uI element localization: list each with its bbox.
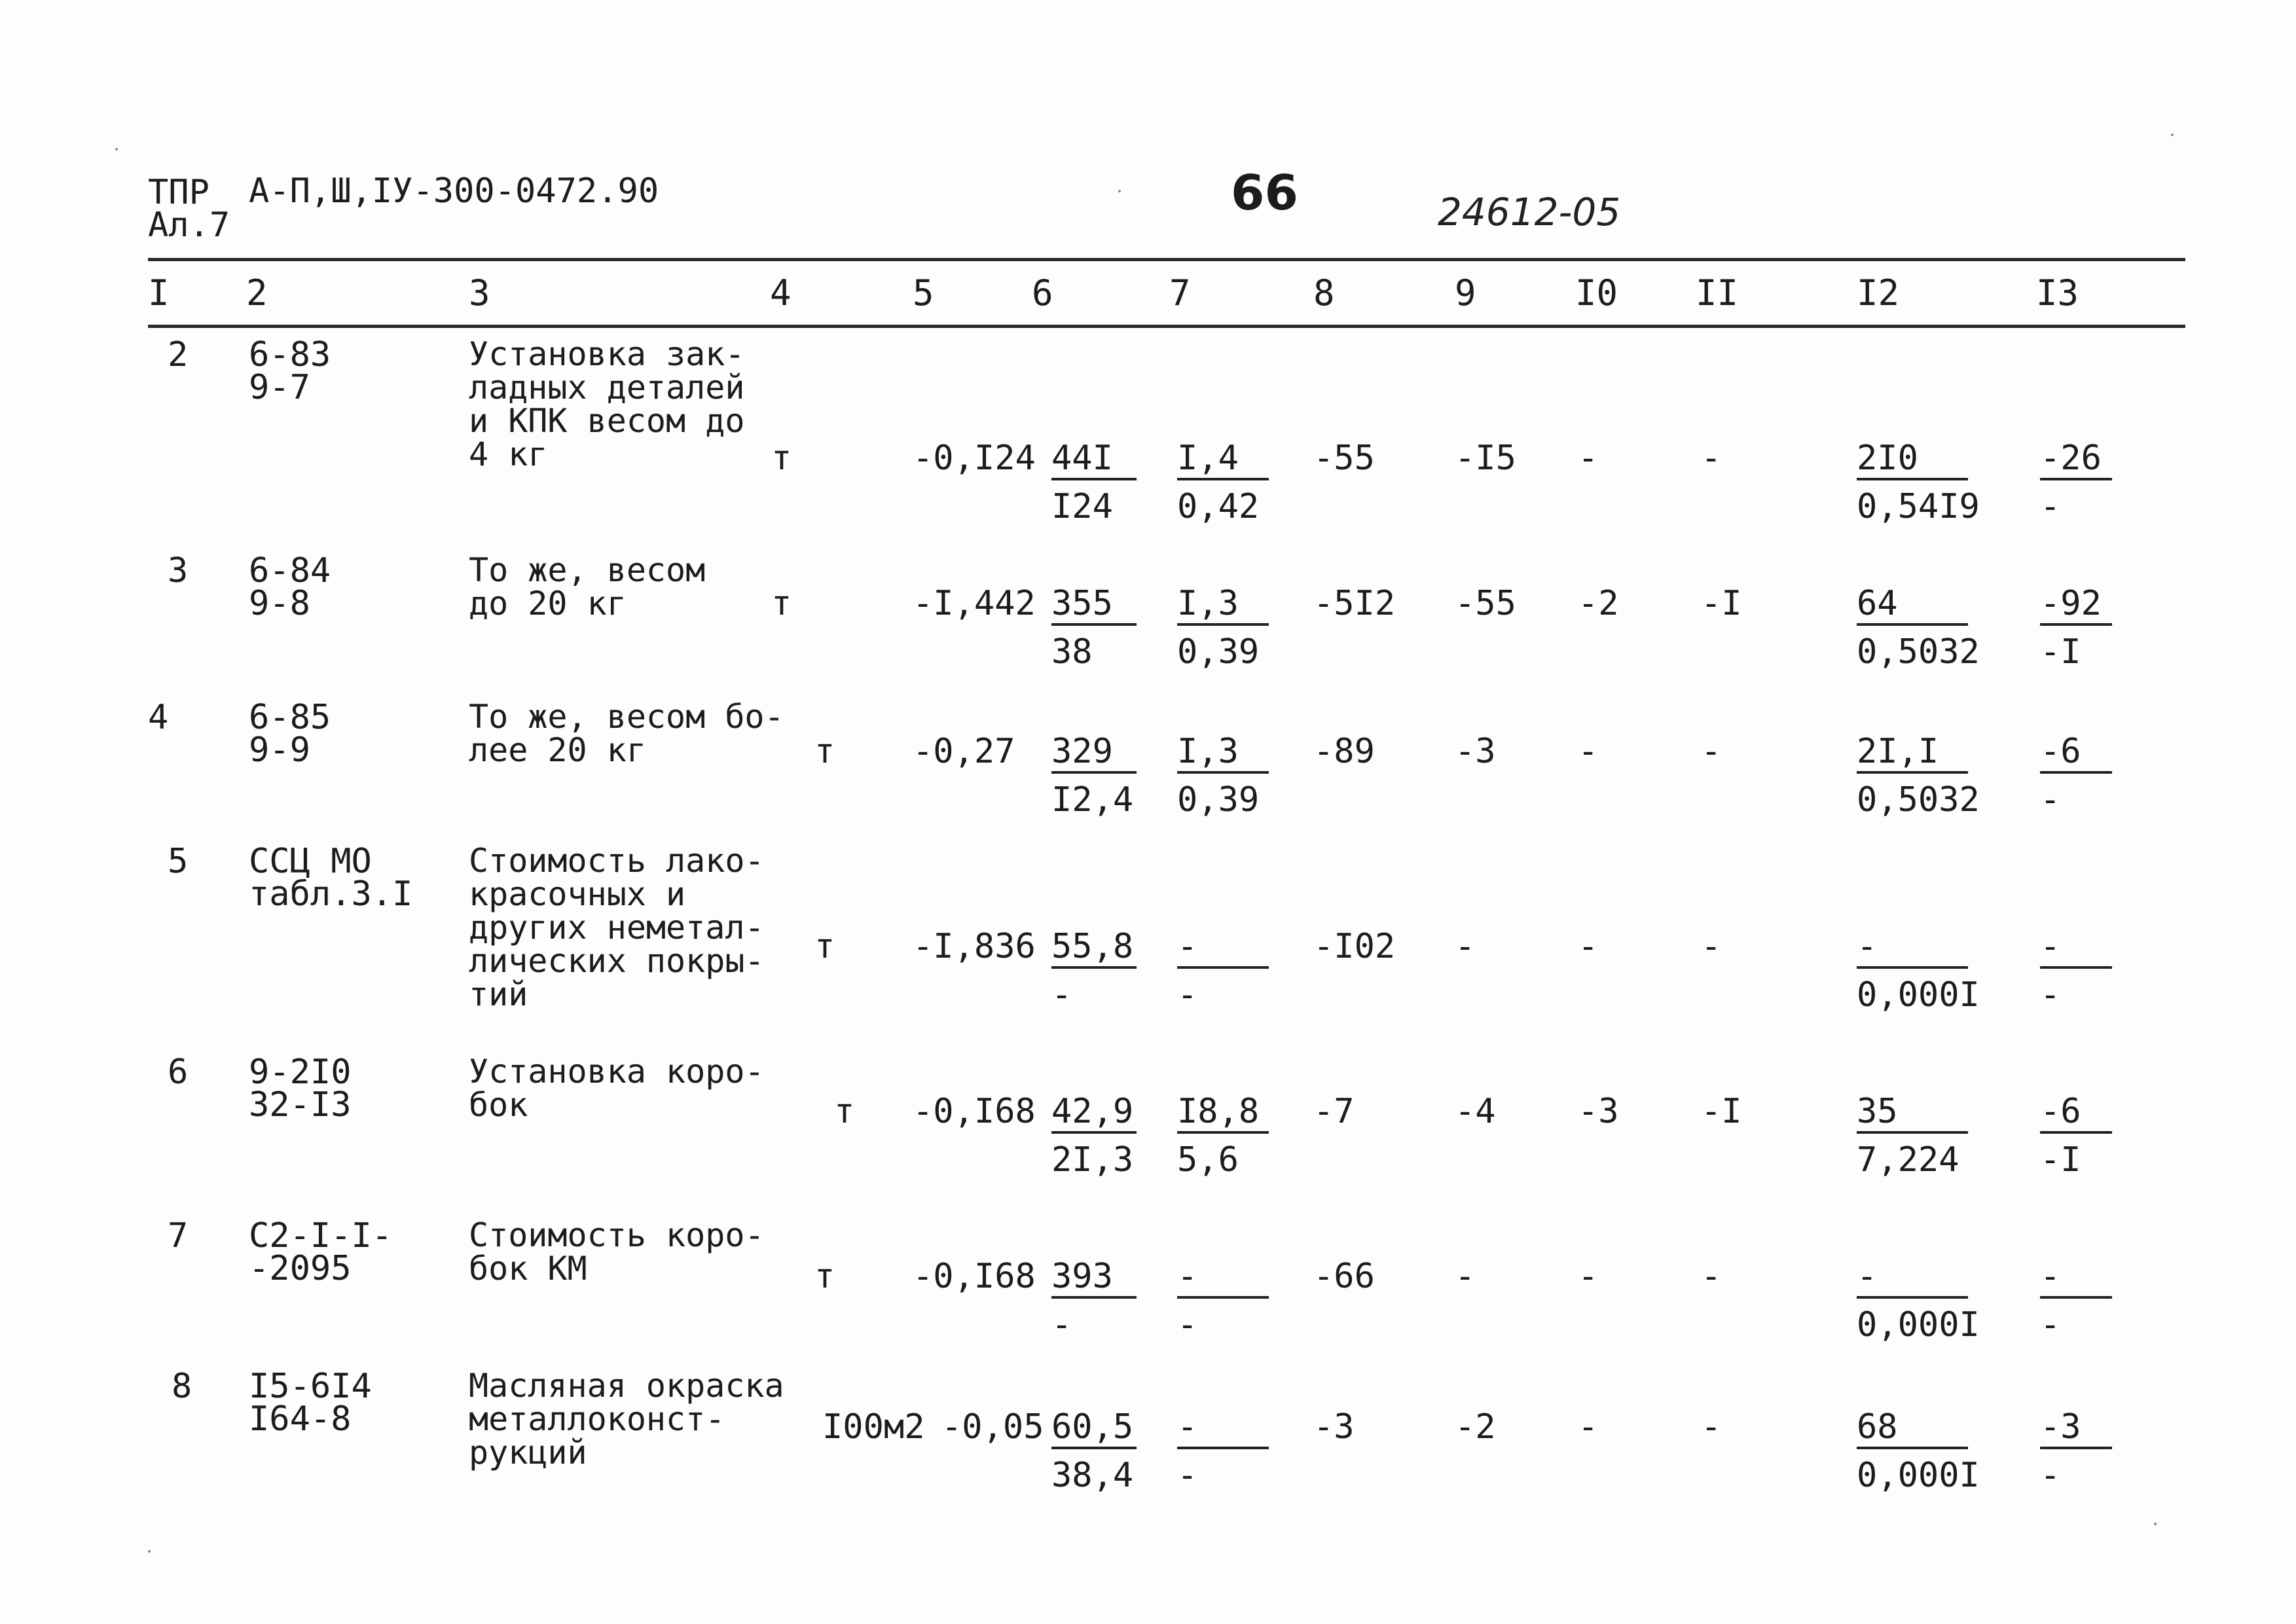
row-col13-top: -3 <box>2040 1410 2112 1449</box>
column-header-2: 2 <box>246 272 268 314</box>
row-coefficient: -0,I24 <box>913 439 1036 478</box>
table-header-rule <box>148 325 2185 328</box>
row-description: бок КМ <box>469 1250 587 1288</box>
doc-code-line2: Ал.7 <box>148 206 230 245</box>
row-number: 6 <box>168 1053 189 1092</box>
row-col13-bottom: - <box>2040 780 2061 820</box>
row-col6-top: 60,5 <box>1051 1410 1137 1449</box>
row-code: С2-I-I- <box>249 1216 393 1255</box>
row-code: 9-8 <box>249 584 310 623</box>
row-col11: - <box>1701 439 1722 478</box>
row-col6-bottom: 38 <box>1051 632 1093 672</box>
column-header-7: 7 <box>1169 272 1191 314</box>
row-unit: I00м2 <box>822 1407 925 1447</box>
row-col8: -5I2 <box>1313 584 1396 623</box>
page-number: 66 <box>1231 165 1298 221</box>
row-col11: -I <box>1701 584 1742 623</box>
row-code: -2095 <box>249 1249 352 1288</box>
row-col9: -4 <box>1455 1092 1496 1131</box>
row-col6-bottom: - <box>1051 1305 1072 1344</box>
row-description: рукций <box>469 1434 587 1471</box>
row-col10: - <box>1578 1257 1599 1296</box>
row-col7-top: - <box>1177 1410 1269 1449</box>
row-col11: - <box>1701 927 1722 966</box>
row-col12-top: - <box>1857 929 1968 969</box>
column-header-11: II <box>1696 272 1739 314</box>
row-col13-bottom: -I <box>2040 632 2081 672</box>
row-col12-bottom: 0,54I9 <box>1857 487 1980 526</box>
row-description: Стоимость лако- <box>469 842 765 880</box>
row-description: лее 20 кг <box>469 731 646 769</box>
row-description: То же, весом <box>469 551 706 589</box>
row-coefficient: -I,836 <box>913 927 1036 966</box>
row-col6-bottom: I24 <box>1051 487 1113 526</box>
row-col6-top: 393 <box>1051 1259 1137 1299</box>
scan-speck <box>2154 1523 2157 1525</box>
row-col6-top: 44I <box>1051 441 1137 480</box>
row-col12-bottom: 0,5032 <box>1857 632 1980 672</box>
row-description: Масляная окраска <box>469 1367 784 1405</box>
row-description: То же, весом бо- <box>469 698 784 736</box>
row-col13-bottom: - <box>2040 487 2061 526</box>
row-code: 9-9 <box>249 731 310 770</box>
row-col7-top: I,4 <box>1177 441 1269 480</box>
row-description: Установка коро- <box>469 1053 765 1091</box>
row-coefficient: -I,442 <box>913 584 1036 623</box>
row-coefficient: -0,05 <box>941 1407 1044 1447</box>
row-col11: - <box>1701 732 1722 771</box>
row-col7-bottom: 0,39 <box>1177 632 1260 672</box>
column-header-3: 3 <box>469 272 490 314</box>
row-col9: -2 <box>1455 1407 1496 1447</box>
row-description: до 20 кг <box>469 585 627 623</box>
doc-number: А-П,Ш,IУ-300-0472.90 <box>249 171 659 211</box>
doc-code-line1: ТПР <box>148 173 210 212</box>
scan-speck <box>115 148 118 151</box>
row-number: 3 <box>168 551 189 590</box>
row-col12-bottom: 0,000I <box>1857 1305 1980 1344</box>
row-col6-bottom: I2,4 <box>1051 780 1134 820</box>
scan-speck <box>148 1550 151 1553</box>
column-header-6: 6 <box>1032 272 1053 314</box>
row-coefficient: -0,I68 <box>913 1092 1036 1131</box>
row-col7-bottom: - <box>1177 1305 1198 1344</box>
row-col10: -2 <box>1578 584 1619 623</box>
row-code: 6-83 <box>249 335 331 374</box>
row-col6-top: 329 <box>1051 734 1137 774</box>
row-number: 2 <box>168 335 189 374</box>
row-col13-top: -92 <box>2040 586 2112 626</box>
row-description: металлоконст- <box>469 1400 725 1438</box>
row-description: Установка зак- <box>469 335 745 373</box>
row-code: 6-85 <box>249 698 331 737</box>
row-col12-top: - <box>1857 1259 1968 1299</box>
column-header-8: 8 <box>1313 272 1335 314</box>
row-col12-top: 2I0 <box>1857 441 1968 480</box>
row-col6-top: 42,9 <box>1051 1094 1137 1134</box>
row-number: 5 <box>168 842 189 881</box>
row-col6-bottom: 38,4 <box>1051 1456 1134 1495</box>
row-col8: -I02 <box>1313 927 1396 966</box>
row-col11: -I <box>1701 1092 1742 1131</box>
row-description: ладных деталей <box>469 369 745 406</box>
row-description: и КПК весом до <box>469 402 745 440</box>
row-col9: - <box>1455 1257 1476 1296</box>
scan-speck <box>1118 190 1121 192</box>
row-col13-bottom: - <box>2040 1456 2061 1495</box>
row-coefficient: -0,27 <box>913 732 1015 771</box>
row-col12-top: 35 <box>1857 1094 1968 1134</box>
row-col9: -3 <box>1455 732 1496 771</box>
row-col6-top: 55,8 <box>1051 929 1137 969</box>
row-col7-top: I,3 <box>1177 734 1269 774</box>
row-description: лических покры- <box>469 942 765 980</box>
row-number: 4 <box>148 698 169 737</box>
row-col12-top: 64 <box>1857 586 1968 626</box>
row-unit: т <box>814 927 835 966</box>
row-col8: -7 <box>1313 1092 1355 1131</box>
row-number: 7 <box>168 1216 189 1255</box>
row-description: тий <box>469 975 528 1013</box>
row-col6-top: 355 <box>1051 586 1137 626</box>
row-col9: - <box>1455 927 1476 966</box>
column-header-12: I2 <box>1857 272 1900 314</box>
row-col7-bottom: 0,42 <box>1177 487 1260 526</box>
row-col12-top: 2I,I <box>1857 734 1968 774</box>
row-col13-bottom: - <box>2040 975 2061 1015</box>
row-unit: т <box>771 439 792 478</box>
row-col6-bottom: - <box>1051 975 1072 1015</box>
row-code: 9-2I0 <box>249 1053 352 1092</box>
row-col7-bottom: 5,6 <box>1177 1140 1239 1180</box>
row-code: 9-7 <box>249 368 310 407</box>
row-col10: - <box>1578 1407 1599 1447</box>
row-col8: -66 <box>1313 1257 1375 1296</box>
scan-speck <box>2171 134 2174 136</box>
row-description: бок <box>469 1086 528 1124</box>
row-col12-bottom: 0,000I <box>1857 975 1980 1015</box>
row-code: I5-6I4 <box>249 1367 372 1406</box>
row-col10: - <box>1578 439 1599 478</box>
row-code: 32-I3 <box>249 1085 352 1125</box>
row-col9: -55 <box>1455 584 1516 623</box>
row-col7-top: I8,8 <box>1177 1094 1269 1134</box>
row-col13-bottom: -I <box>2040 1140 2081 1180</box>
row-col10: - <box>1578 732 1599 771</box>
row-col12-bottom: 0,000I <box>1857 1456 1980 1495</box>
row-coefficient: -0,I68 <box>913 1257 1036 1296</box>
row-description: других неметал- <box>469 909 765 947</box>
column-header-4: 4 <box>770 272 792 314</box>
row-col7-top: - <box>1177 1259 1269 1299</box>
row-description: красочных и <box>469 875 686 913</box>
row-col7-bottom: 0,39 <box>1177 780 1260 820</box>
row-col13-top: -26 <box>2040 441 2112 480</box>
row-col7-top: I,3 <box>1177 586 1269 626</box>
row-description: 4 кг <box>469 435 548 473</box>
row-col13-top: - <box>2040 1259 2112 1299</box>
row-col10: -3 <box>1578 1092 1619 1131</box>
row-code: 6-84 <box>249 551 331 590</box>
column-header-9: 9 <box>1455 272 1476 314</box>
row-col8: -89 <box>1313 732 1375 771</box>
row-unit: т <box>814 1257 835 1296</box>
row-col13-top: -6 <box>2040 734 2112 774</box>
row-code: ССЦ МО <box>249 842 372 881</box>
archive-stamp: 24612-05 <box>1438 190 1621 234</box>
row-unit: т <box>834 1092 855 1131</box>
row-col10: - <box>1578 927 1599 966</box>
row-col13-top: - <box>2040 929 2112 969</box>
row-col7-bottom: - <box>1177 975 1198 1015</box>
row-col13-bottom: - <box>2040 1305 2061 1344</box>
row-col7-bottom: - <box>1177 1456 1198 1495</box>
row-col12-top: 68 <box>1857 1410 1968 1449</box>
column-header-5: 5 <box>913 272 934 314</box>
row-unit: т <box>771 584 792 623</box>
row-code: I64-8 <box>249 1399 352 1439</box>
column-header-13: I3 <box>2036 272 2079 314</box>
row-col12-bottom: 7,224 <box>1857 1140 1959 1180</box>
row-col8: -3 <box>1313 1407 1355 1447</box>
row-col7-top: - <box>1177 929 1269 969</box>
row-col6-bottom: 2I,3 <box>1051 1140 1134 1180</box>
row-col13-top: -6 <box>2040 1094 2112 1134</box>
table-top-rule <box>148 258 2185 261</box>
row-code: табл.3.I <box>249 875 413 914</box>
row-number: 8 <box>172 1367 192 1406</box>
row-unit: т <box>814 732 835 771</box>
row-col11: - <box>1701 1407 1722 1447</box>
row-col11: - <box>1701 1257 1722 1296</box>
row-col8: -55 <box>1313 439 1375 478</box>
row-col12-bottom: 0,5032 <box>1857 780 1980 820</box>
column-header-10: I0 <box>1575 272 1618 314</box>
column-header-1: I <box>148 272 170 314</box>
row-description: Стоимость коро- <box>469 1216 765 1254</box>
row-col9: -I5 <box>1455 439 1516 478</box>
